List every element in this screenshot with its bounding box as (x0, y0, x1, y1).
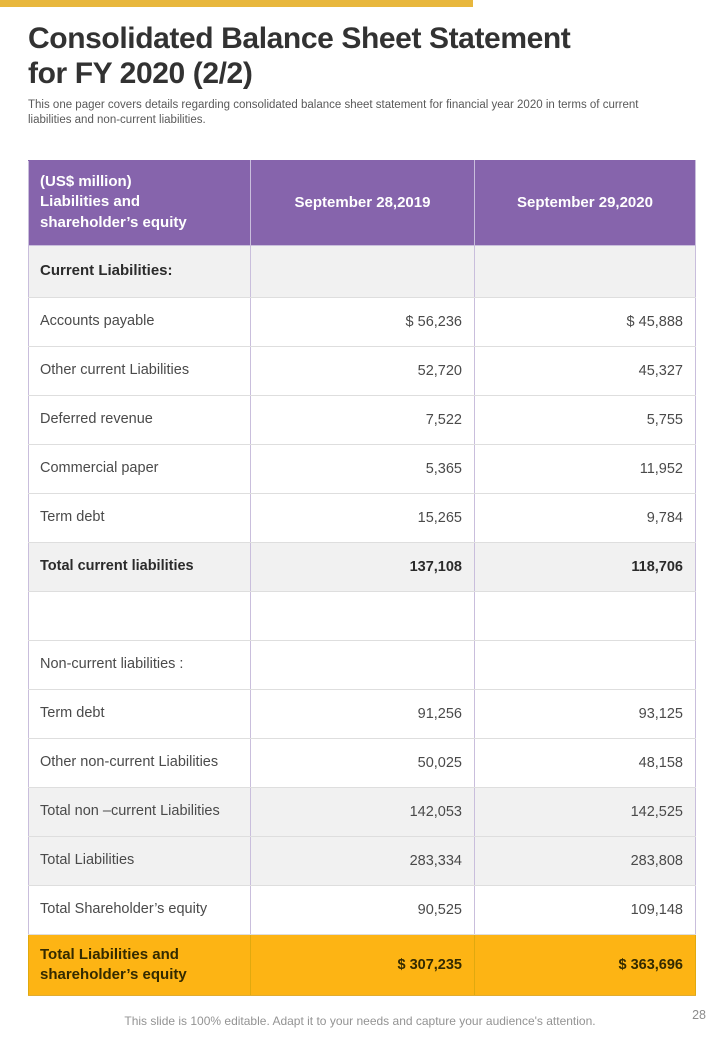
value-sept-2019: 91,256 (251, 689, 475, 738)
value-sept-2020 (475, 640, 696, 689)
row-label: Accounts payable (29, 297, 251, 346)
value-sept-2019: 15,265 (251, 493, 475, 542)
table-row (29, 787, 696, 836)
table-row (29, 395, 696, 444)
value-sept-2019: 7,522 (251, 395, 475, 444)
value-sept-2019: 90,525 (251, 885, 475, 934)
page-title-line1: Consolidated Balance Sheet Statement (28, 22, 571, 55)
value-sept-2019: 5,365 (251, 444, 475, 493)
value-sept-2019: 52,720 (251, 346, 475, 395)
page-title (28, 21, 696, 91)
row-label: Total Shareholder’s equity (29, 885, 251, 934)
value-sept-2019: 283,334 (251, 836, 475, 885)
column-header-sept-2020: September 29,2020 (475, 160, 696, 245)
row-label: Term debt (29, 689, 251, 738)
table-row (29, 542, 696, 591)
value-sept-2020 (475, 245, 696, 297)
row-label: Total non –current Liabilities (29, 787, 251, 836)
table-row (29, 689, 696, 738)
row-label: Non-current liabilities : (29, 640, 251, 689)
table-row (29, 245, 696, 297)
column-header-liabilities (29, 160, 251, 245)
row-label: Total Liabilities (29, 836, 251, 885)
page-subtitle: This one pager covers details regarding consolidated balance sheet statement for financial year 2020 in terms of current liabilities and non-current liabilities. (28, 99, 639, 127)
slide-content (28, 7, 696, 996)
value-sept-2019 (251, 591, 475, 640)
table-row (29, 444, 696, 493)
row-label: Current Liabilities: (29, 245, 251, 297)
row-label: Total current liabilities (29, 542, 251, 591)
value-sept-2020: 283,808 (475, 836, 696, 885)
row-label: Other current Liabilities (29, 346, 251, 395)
column-header-liabilities-line3: shareholder’s equity (40, 213, 187, 231)
table-header-row (29, 160, 696, 245)
page-number: 28 (692, 1008, 706, 1022)
table-row (29, 297, 696, 346)
value-sept-2020: 142,525 (475, 787, 696, 836)
value-sept-2019 (251, 640, 475, 689)
row-label: Term debt (29, 493, 251, 542)
value-sept-2020: $ 363,696 (475, 934, 696, 995)
row-label: Other non-current Liabilities (29, 738, 251, 787)
value-sept-2020 (475, 591, 696, 640)
value-sept-2019: 142,053 (251, 787, 475, 836)
table-row (29, 738, 696, 787)
column-header-sept-2019: September 28,2019 (251, 160, 475, 245)
value-sept-2020: 109,148 (475, 885, 696, 934)
top-accent-bar (0, 0, 473, 7)
value-sept-2020: 11,952 (475, 444, 696, 493)
table-row (29, 640, 696, 689)
value-sept-2020: 93,125 (475, 689, 696, 738)
table-row (29, 836, 696, 885)
column-header-liabilities-line2: Liabilities and (40, 193, 141, 211)
row-label (29, 591, 251, 640)
value-sept-2020: 118,706 (475, 542, 696, 591)
page-title-line2: for FY 2020 (2/2) (28, 57, 253, 91)
column-header-liabilities-line1: (US$ million) (40, 172, 132, 190)
table-row (29, 346, 696, 395)
table-row (29, 885, 696, 934)
table-row (29, 493, 696, 542)
balance-sheet-table (28, 160, 696, 996)
row-label: Commercial paper (29, 444, 251, 493)
footer-note: This slide is 100% editable. Adapt it to your needs and capture your audience's attention. (124, 1014, 596, 1028)
table-row (29, 934, 696, 995)
value-sept-2020: 5,755 (475, 395, 696, 444)
table-row (29, 591, 696, 640)
value-sept-2019: 137,108 (251, 542, 475, 591)
row-label: Total Liabilities and shareholder’s equity (29, 934, 251, 995)
value-sept-2020: 48,158 (475, 738, 696, 787)
value-sept-2019: 50,025 (251, 738, 475, 787)
value-sept-2020: 9,784 (475, 493, 696, 542)
value-sept-2019: $ 307,235 (251, 934, 475, 995)
value-sept-2020: 45,327 (475, 346, 696, 395)
value-sept-2020: $ 45,888 (475, 297, 696, 346)
value-sept-2019 (251, 245, 475, 297)
row-label: Deferred revenue (29, 395, 251, 444)
value-sept-2019: $ 56,236 (251, 297, 475, 346)
